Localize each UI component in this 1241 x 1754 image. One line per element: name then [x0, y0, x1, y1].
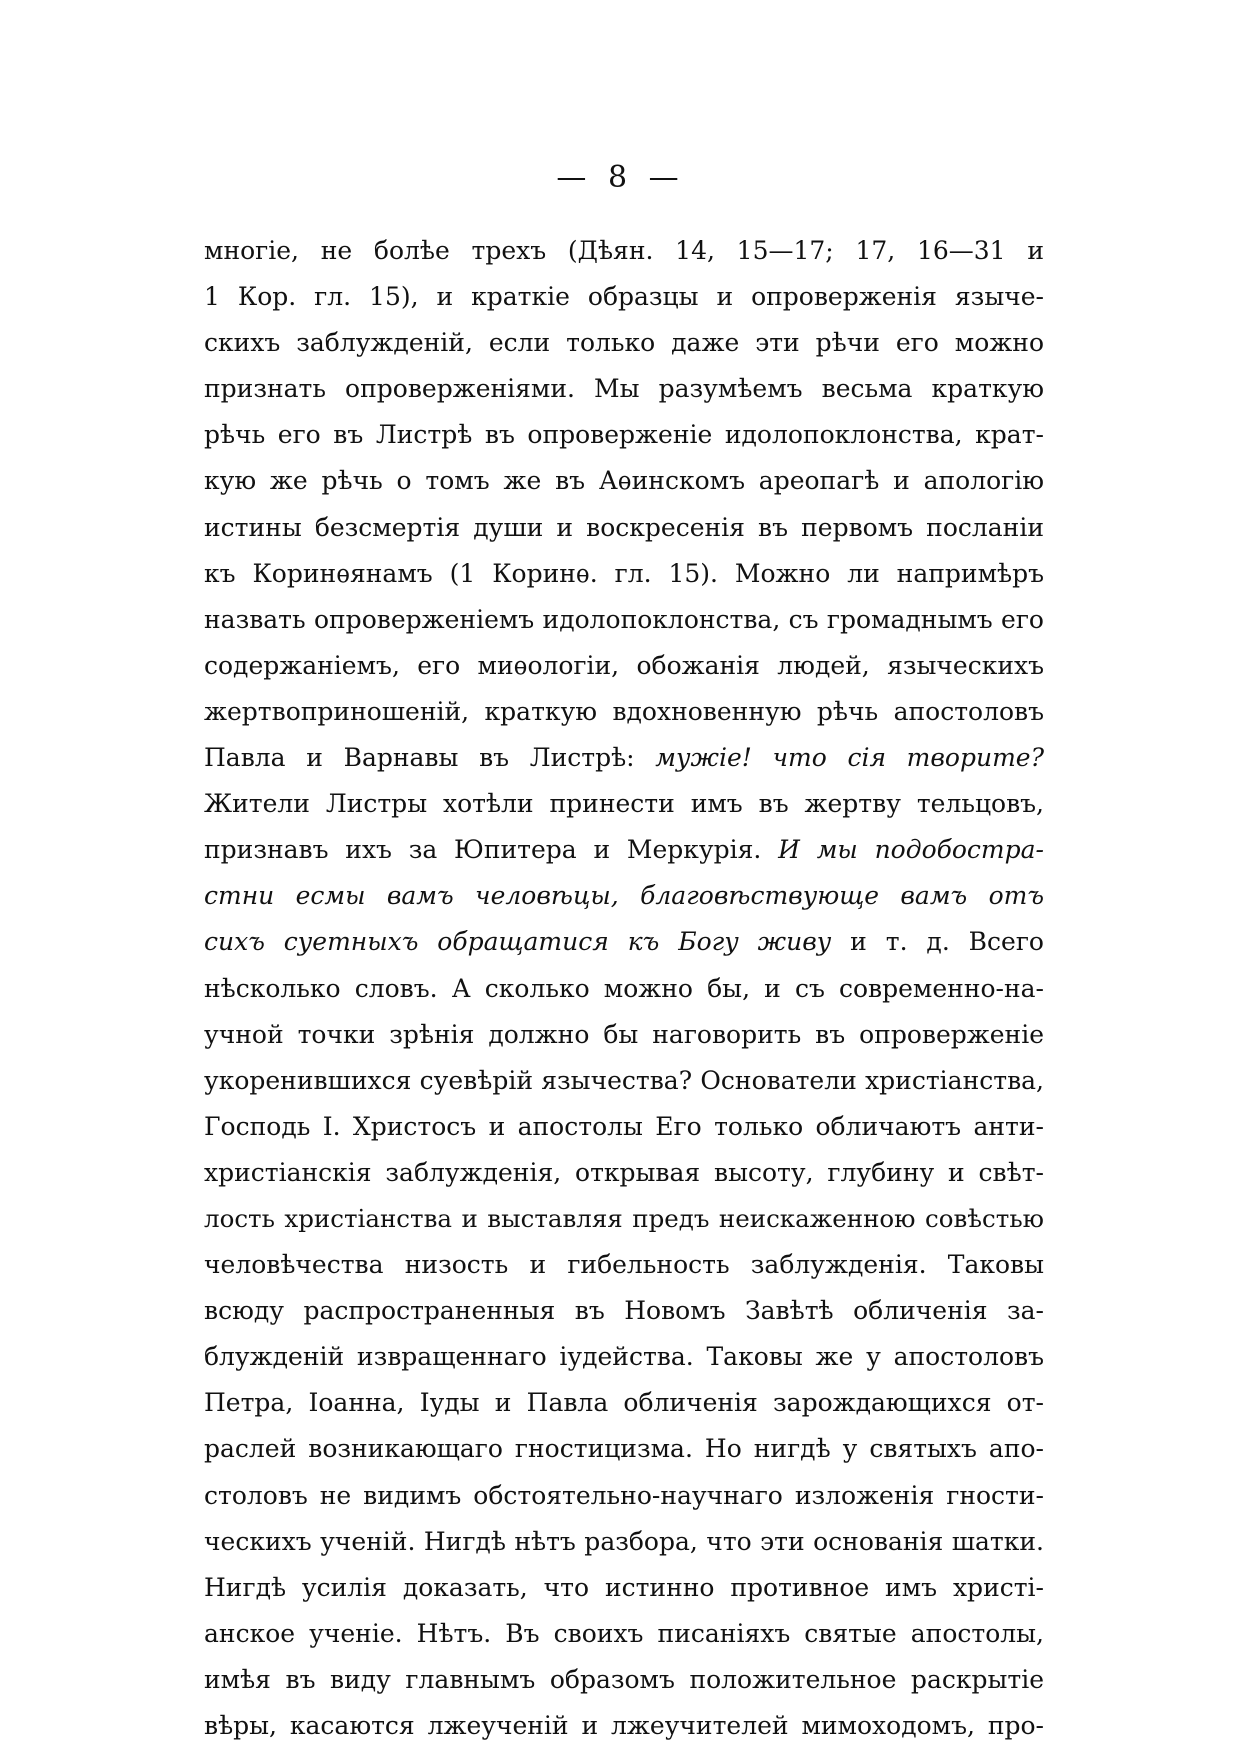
- text-line: [204, 1012, 1044, 1058]
- text-line: [204, 689, 1044, 735]
- italic-quote: сихъ суетныхъ обращатися къ Богу живу: [204, 927, 832, 957]
- text-segment: многіе, не болѣе трехъ (Дѣян. 14, 15—17; 17, 16—31 и: [204, 236, 1044, 265]
- text-segment: назвать опроверженіемъ идолопоклонства, съ громаднымъ его: [204, 604, 1044, 634]
- text-line: [204, 1380, 1044, 1426]
- text-line: [204, 1104, 1044, 1150]
- text-segment: христіанскія заблужденія, открывая высоту, глубину и свѣт-: [204, 1157, 1044, 1187]
- page-number: — 8 —: [556, 160, 685, 195]
- text-line: [204, 320, 1044, 366]
- text-segment: анское ученіе. Нѣтъ. Въ своихъ писаніяхъ святые апостолы,: [204, 1618, 1044, 1648]
- text-segment: и т. д. Всего: [831, 927, 1044, 957]
- text-segment: Жители Листры хотѣли принести имъ въ жертву тельцовъ,: [204, 789, 1044, 819]
- text-line: [204, 1519, 1044, 1565]
- text-line: [204, 412, 1044, 458]
- text-segment: истины безсмертія души и воскресенія въ первомъ посланіи: [204, 512, 1044, 542]
- text-line: [204, 827, 1044, 873]
- text-segment: учной точки зрѣнія должно бы наговорить въ опроверженіе: [204, 1019, 1044, 1049]
- text-line: [204, 1473, 1044, 1519]
- text-segment: Господь І. Христосъ и апостолы Его только обличаютъ анти-: [204, 1111, 1044, 1141]
- text-segment: укоренившихся суевѣрій язычества? Основатели христіанства,: [204, 1065, 1044, 1095]
- text-line: [204, 1703, 1044, 1749]
- text-segment: кую же рѣчь о томъ же въ Аѳинскомъ ареопагѣ и апологію: [204, 466, 1044, 496]
- italic-quote: стни есмы вамъ человѣцы, благовѣствующе вамъ отъ: [204, 881, 1044, 911]
- italic-quote: мужіе! что сія творите?: [655, 743, 1044, 773]
- text-segment: содержаніемъ, его миѳологіи, обожанія людей, языческихъ: [204, 650, 1044, 680]
- text-line: [204, 1288, 1044, 1334]
- text-line: [204, 1150, 1044, 1196]
- italic-quote: И мы подобостра-: [778, 835, 1044, 865]
- text-segment: имѣя въ виду главнымъ образомъ положительное раскрытіе: [204, 1664, 1044, 1694]
- text-line: [204, 1611, 1044, 1657]
- text-line: [204, 1058, 1044, 1104]
- text-segment: къ Коринѳянамъ (1 Коринѳ. гл. 15). Можно ли напримѣръ: [204, 558, 1044, 588]
- text-segment: 1 Кор. гл. 15), и краткіе образцы и опроверженія языче-: [204, 282, 1044, 312]
- text-segment: всюду распространенныя въ Новомъ Завѣтѣ обличенія за-: [204, 1296, 1044, 1326]
- text-segment: вѣры, касаются лжеученій и лжеучителей мимоходомъ, про-: [204, 1711, 1044, 1740]
- text-line: [204, 1657, 1044, 1703]
- text-line: [204, 228, 1044, 274]
- text-segment: блужденій извращеннаго іудейства. Таковы же у апостоловъ: [204, 1342, 1044, 1372]
- text-line: [204, 458, 1044, 504]
- body-text: [204, 228, 1044, 1749]
- text-line: [204, 1426, 1044, 1472]
- text-line: [204, 505, 1044, 551]
- text-line: [204, 781, 1044, 827]
- text-segment: ческихъ ученій. Нигдѣ нѣтъ разбора, что эти основанія шатки.: [204, 1526, 1044, 1556]
- text-line: [204, 919, 1044, 965]
- text-segment: лость христіанства и выставляя предъ неискаженною совѣстью: [204, 1203, 1044, 1233]
- text-line: [204, 274, 1044, 320]
- text-segment: человѣчества низость и гибельность заблужденія. Таковы: [204, 1250, 1044, 1280]
- text-segment: жертвоприношеній, краткую вдохновенную рѣчь апостоловъ: [204, 696, 1044, 726]
- text-segment: признавъ ихъ за Юпитера и Меркурія.: [204, 835, 779, 865]
- text-segment: нѣсколько словъ. А сколько можно бы, и съ современно-на-: [204, 973, 1044, 1003]
- text-segment: столовъ не видимъ обстоятельно-научнаго изложенія гности-: [204, 1480, 1044, 1510]
- text-segment: раслей возникающаго гностицизма. Но нигдѣ у святыхъ апо-: [204, 1434, 1044, 1464]
- text-line: [204, 966, 1044, 1012]
- text-line: [204, 1334, 1044, 1380]
- text-line: [204, 551, 1044, 597]
- text-segment: признать опроверженіями. Мы разумѣемъ весьма краткую: [204, 374, 1044, 404]
- text-segment: скихъ заблужденій, если только даже эти рѣчи его можно: [204, 328, 1044, 358]
- text-segment: Петра, Іоанна, Іуды и Павла обличенія зарождающихся от-: [204, 1388, 1044, 1418]
- text-line: [204, 643, 1044, 689]
- text-line: [204, 873, 1044, 919]
- text-line: [204, 366, 1044, 412]
- text-line: [204, 597, 1044, 643]
- text-line: [204, 1242, 1044, 1288]
- text-line: [204, 735, 1044, 781]
- text-segment: Павла и Варнавы въ Листрѣ:: [204, 743, 656, 773]
- text-segment: рѣчь его въ Листрѣ въ опроверженіе идолопоклонства, крат-: [204, 420, 1044, 450]
- text-line: [204, 1565, 1044, 1611]
- text-line: [204, 1196, 1044, 1242]
- text-segment: Нигдѣ усилія доказать, что истинно противное имъ христі-: [204, 1572, 1044, 1602]
